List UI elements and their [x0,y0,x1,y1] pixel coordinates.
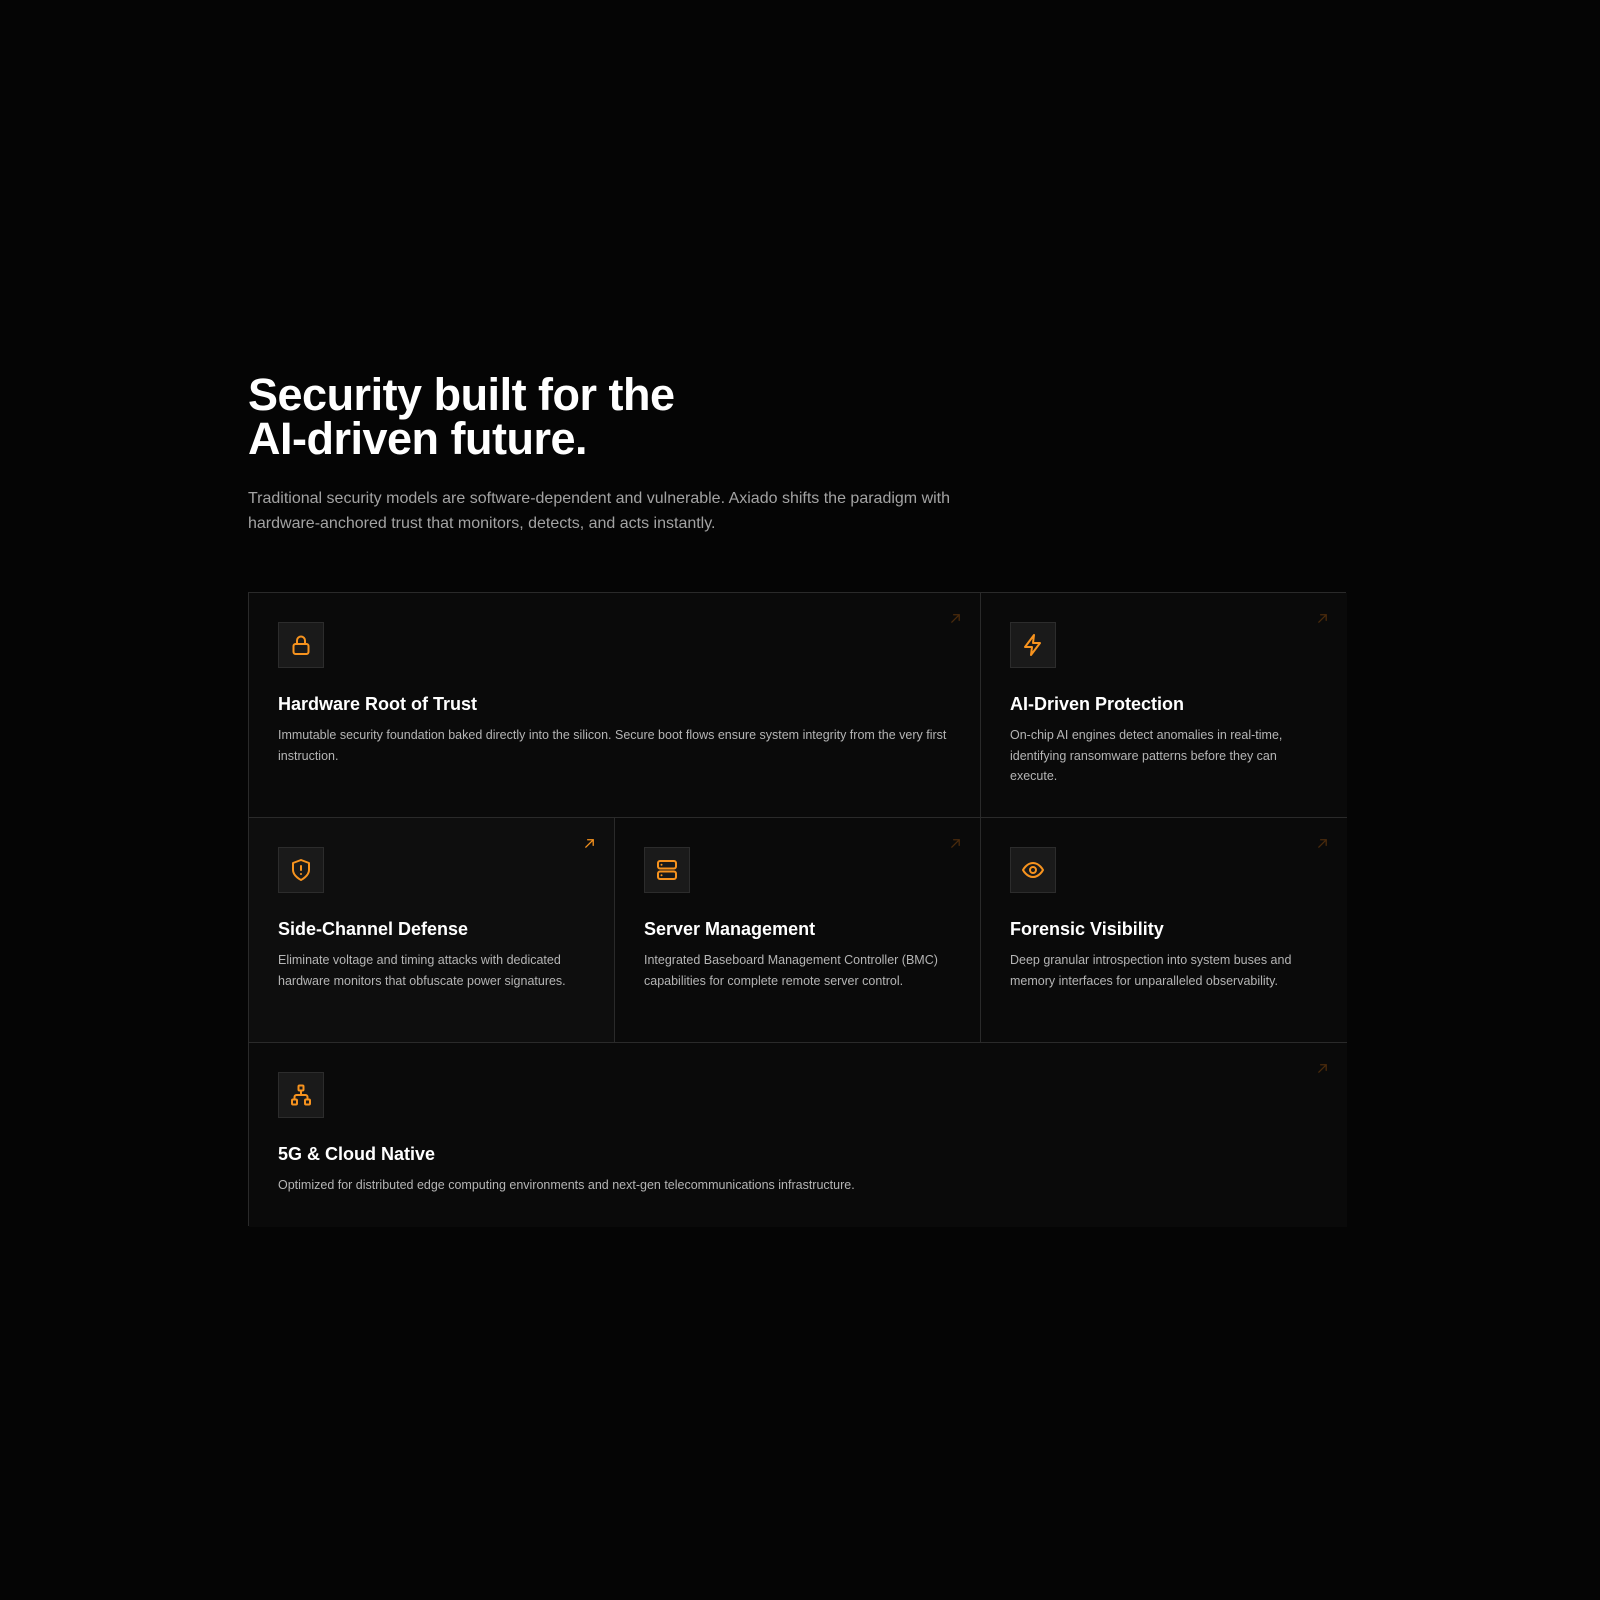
page-title [248,369,1346,464]
feature-title: Forensic Visibility [1010,919,1164,939]
arrow-up-right-icon[interactable] [948,836,962,850]
feature-description: On-chip AI engines detect anomalies in real-time, identifying ransomware patterns before they can execute. [1010,728,1283,783]
eye-icon [1010,847,1056,893]
feature-description: Deep granular introspection into system buses and memory interfaces for unparalleled observability. [1010,953,1292,988]
arrow-up-right-icon[interactable] [948,611,962,625]
arrow-up-right-icon[interactable] [1315,836,1329,850]
feature-title: Server Management [644,919,816,939]
feature-description: Integrated Baseboard Management Controller (BMC) capabilities for complete remote server control. [644,953,938,988]
feature-card-ai-driven-protection[interactable] [981,593,1347,818]
lock-icon [278,622,324,668]
server-icon [644,847,690,893]
arrow-up-right-icon[interactable] [1315,611,1329,625]
hero-section [248,369,1346,536]
lightning-icon [1010,622,1056,668]
feature-description: Eliminate voltage and timing attacks with dedicated hardware monitors that obfuscate power signatures. [278,953,566,988]
feature-description: Immutable security foundation baked directly into the silicon. Secure boot flows ensure system integrity from the very first instruction. [278,728,947,763]
feature-title: AI-Driven Protection [1010,694,1185,714]
page-title-line-1: Security built for the [248,369,675,420]
feature-card-hardware-root-of-trust[interactable] [249,593,981,818]
feature-title: Side-Channel Defense [278,919,469,939]
feature-card-server-management[interactable] [615,818,981,1043]
intro-paragraph: Traditional security models are software-dependent and vulnerable. Axiado shifts the paradigm with hardware-anchored trust that monitors, detects, and acts instantly. [248,490,951,532]
feature-description: Optimized for distributed edge computing environments and next-gen telecommunications infrastructure. [278,1178,855,1192]
shield-alert-icon [278,847,324,893]
network-icon [278,1072,324,1118]
feature-title: Hardware Root of Trust [278,694,478,714]
arrow-up-right-icon[interactable] [1315,1061,1329,1075]
feature-card-side-channel-defense[interactable] [249,818,615,1043]
arrow-up-right-icon[interactable] [582,836,596,850]
feature-grid [248,592,1346,1226]
feature-title: 5G & Cloud Native [278,1144,436,1164]
feature-card-forensic-visibility[interactable] [981,818,1347,1043]
page-title-line-2: AI-driven future. [248,413,588,464]
feature-card-5g-cloud-native[interactable] [249,1043,1347,1227]
